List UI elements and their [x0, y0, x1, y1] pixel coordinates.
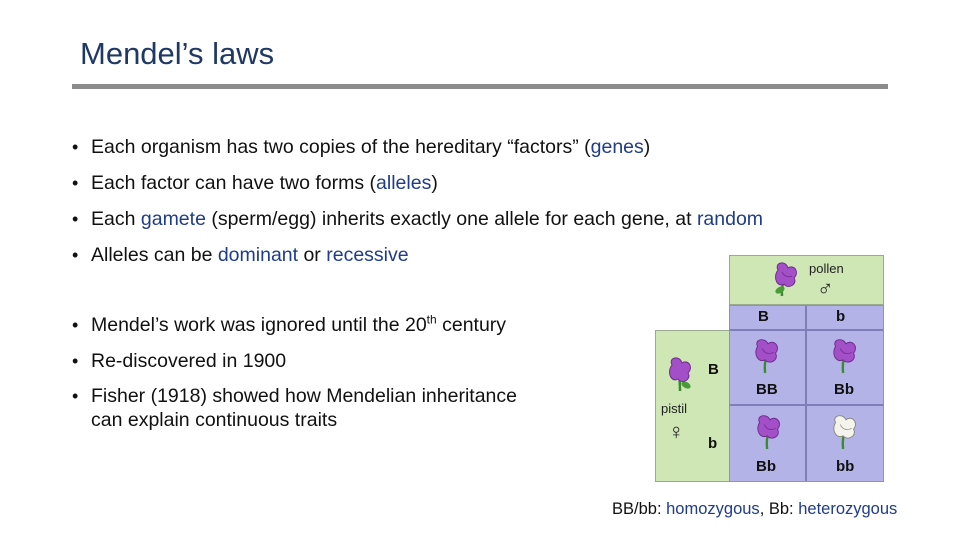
bullet-continuation	[72, 407, 517, 433]
row-allele-B: B	[708, 361, 719, 378]
flower-icon	[662, 355, 698, 395]
bullet-item	[72, 237, 763, 273]
bullet-list-history	[72, 308, 517, 433]
bullet-item	[72, 308, 517, 344]
grid-divider	[805, 306, 807, 481]
bullet-text: Each organism has two copies of the hereditary “factors” (	[91, 136, 591, 158]
row-allele-b: b	[708, 435, 718, 452]
keyword: heterozygous	[798, 500, 898, 518]
pistil-header	[655, 330, 730, 482]
bullet-item	[72, 201, 763, 237]
caption-text: BB/bb:	[612, 500, 667, 518]
keyword: alleles	[376, 172, 432, 194]
bullet-text: )	[643, 136, 651, 158]
purple-flower-icon	[828, 336, 862, 376]
bullet-text: Mendel’s work was ignored until the 20	[91, 314, 427, 336]
bullet-text: )	[431, 172, 438, 194]
flower-icon	[768, 260, 804, 300]
genotype-Bb: Bb	[834, 381, 854, 398]
title-divider	[72, 84, 888, 89]
keyword: homozygous	[666, 500, 760, 518]
female-symbol-icon: ♀	[668, 419, 685, 444]
grid-divider	[730, 404, 883, 406]
slide-title: Mendel’s laws	[80, 36, 275, 71]
keyword: random	[696, 208, 764, 230]
pollen-label: pollen	[809, 261, 844, 276]
purple-flower-icon	[750, 336, 784, 376]
keyword: recessive	[326, 244, 409, 266]
col-allele-B: B	[758, 308, 769, 325]
bullet-text: Each	[91, 208, 141, 230]
keyword: genes	[590, 136, 644, 158]
bullet-text: Fisher (1918) showed how Mendelian inheritance	[91, 385, 517, 407]
grid-divider	[730, 329, 883, 331]
male-symbol-icon: ♂	[817, 276, 834, 301]
purple-flower-icon	[752, 412, 786, 452]
bullet-item	[72, 165, 763, 201]
keyword: gamete	[140, 208, 206, 230]
genotype-bb: bb	[836, 458, 855, 475]
col-allele-b: b	[836, 308, 846, 325]
pistil-label: pistil	[661, 401, 688, 416]
genotype-Bb: Bb	[756, 458, 776, 475]
bullet-text: or	[298, 244, 327, 266]
bullet-item	[72, 129, 763, 165]
bullet-text: Re-discovered in 1900	[91, 349, 287, 372]
bullet-text: century	[436, 314, 507, 336]
pollen-header	[729, 255, 884, 305]
caption-text: , Bb:	[759, 500, 799, 518]
punnett-grid	[729, 305, 884, 482]
white-flower-icon	[828, 412, 862, 452]
bullet-text: Each factor can have two forms (	[91, 172, 377, 194]
keyword: dominant	[217, 244, 299, 266]
bullet-item	[72, 344, 517, 380]
bullet-text: can explain continuous traits	[91, 408, 338, 431]
bullet-list-laws	[72, 129, 763, 273]
bullet-text: (sperm/egg) inherits exactly one allele for each gene, at	[205, 208, 697, 230]
caption	[612, 500, 897, 519]
genotype-BB: BB	[756, 381, 778, 398]
superscript: th	[426, 312, 437, 327]
bullet-text: Alleles can be	[91, 244, 218, 266]
